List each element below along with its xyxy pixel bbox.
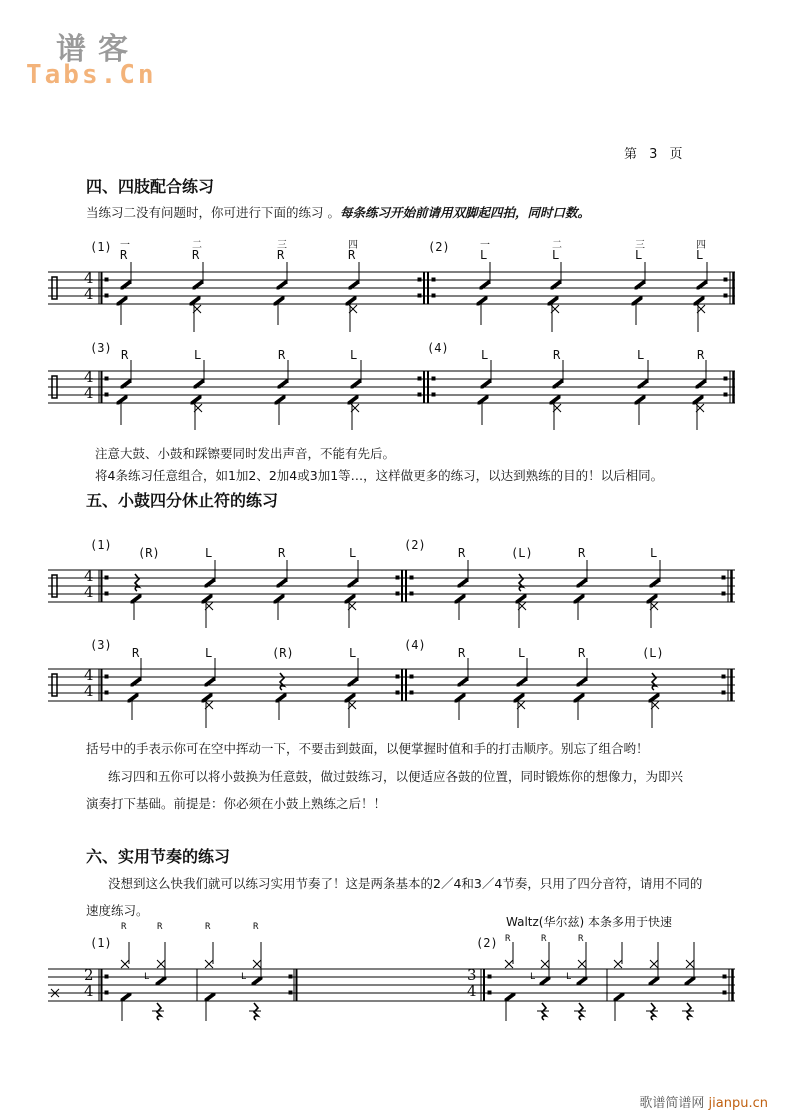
hand-label: R [578, 646, 586, 660]
section4-intro-plain: 当练习二没有问题时，你可进行下面的练习 。 [86, 205, 340, 220]
hand-label: R [541, 934, 547, 944]
hand-label: L [144, 972, 150, 982]
count-label: 三 [635, 240, 645, 251]
hand-label: R [348, 248, 356, 262]
hand-label: R [205, 922, 211, 932]
staff-6 [48, 942, 735, 1021]
exercise-label: (3) [90, 341, 112, 355]
staff-5a [48, 560, 735, 628]
watermark-cn: 歌谱简谱网 [639, 1096, 705, 1111]
section5-note1: 括号中的手表示你可在空中挥动一下，不要击到鼓面，以便掌握时值和手的打击顺序。别忘了组合哟！ [86, 741, 649, 756]
hand-label: R [121, 922, 127, 932]
hand-label: R [120, 248, 128, 262]
hand-label: L [481, 348, 489, 362]
hand-label: L [194, 348, 202, 362]
hand-label: R [277, 248, 285, 262]
hand-label: R [278, 546, 286, 560]
count-label: 一 [480, 240, 490, 251]
logo-en: Tabs.Cn [26, 60, 157, 90]
hand-label: R [458, 646, 466, 660]
count-label: 三 [277, 240, 287, 251]
hand-label: (L) [511, 546, 533, 560]
hand-label: L [480, 248, 488, 262]
count-label: 一 [120, 240, 130, 251]
count-label: 四 [696, 240, 706, 251]
time-signature: 4 4 [84, 666, 94, 700]
section6-title: 六、实用节奏的练习 [86, 847, 231, 866]
count-label: 二 [552, 240, 562, 251]
hand-label: R [121, 348, 129, 362]
section4-note1: 注意大鼓、小鼓和踩镲要同时发出声音，不能有先后。 [95, 446, 396, 461]
hand-label: L [637, 348, 645, 362]
hand-label: L [650, 546, 658, 560]
section6-intro-a: 没想到这么快我们就可以练习实用节奏了！这是两条基本的2／4和3／4节奏，只用了四分音符，请用不同的 [108, 876, 703, 891]
hand-label: R [578, 934, 584, 944]
hand-label: R [157, 922, 163, 932]
exercise-label: (1) [90, 538, 112, 552]
section5-title: 五、小鼓四分休止符的练习 [86, 491, 279, 510]
hand-label: R [458, 546, 466, 560]
hand-label: R [578, 546, 586, 560]
section4-title: 四、四肢配合练习 [86, 177, 215, 196]
hand-label: L [518, 646, 526, 660]
hand-label: R [192, 248, 200, 262]
hand-label: (L) [642, 646, 664, 660]
hand-label: R [132, 646, 140, 660]
staff-4a [48, 262, 735, 332]
hand-label: L [566, 972, 572, 982]
hand-label: L [349, 546, 357, 560]
exercise-label: (4) [427, 341, 449, 355]
waltz-note: Waltz(华尔兹) 本条多用于快速 [506, 915, 672, 929]
watermark [639, 1092, 768, 1111]
exercise-label: (2) [428, 240, 450, 254]
time-signature: 4 4 [84, 368, 94, 402]
exercise-label: (1) [90, 240, 112, 254]
page-number: 第 3 页 [624, 147, 683, 162]
count-label: 四 [348, 240, 358, 251]
staff-4b [48, 360, 735, 430]
exercise-label: (2) [476, 936, 498, 950]
time-signature: 4 4 [84, 567, 94, 601]
hand-label: R [253, 922, 259, 932]
hand-label: (R) [272, 646, 294, 660]
hand-label: L [530, 972, 536, 982]
exercise-label: (2) [404, 538, 426, 552]
hand-label: L [350, 348, 358, 362]
hand-label: R [553, 348, 561, 362]
exercise-label: (1) [90, 936, 112, 950]
exercise-label: (3) [90, 638, 112, 652]
hand-label: L [349, 646, 357, 660]
section4-note2: 将4条练习任意组合，如1加2、2加4或3加1等…，这样做更多的练习，以达到熟练的目的！以后相同。 [95, 468, 664, 483]
hand-label: L [696, 248, 704, 262]
hand-label: L [205, 546, 213, 560]
hand-label: L [635, 248, 643, 262]
hand-label: R [505, 934, 511, 944]
watermark-en: jianpu.cn [708, 1096, 768, 1111]
staff-5b [48, 658, 735, 728]
hand-label: L [205, 646, 213, 660]
hand-label: L [552, 248, 560, 262]
time-signature: 3 4 [467, 966, 477, 1000]
exercise-label: (4) [404, 638, 426, 652]
section4-intro-emphasis: 每条练习开始前请用双脚起四拍，同时口数。 [339, 205, 590, 220]
hand-label: R [278, 348, 286, 362]
section6-intro-b: 速度练习。 [86, 903, 149, 918]
count-label: 二 [192, 240, 202, 251]
section5-note2b: 演奏打下基础。前提是：你必须在小鼓上熟练之后！！ [86, 796, 387, 811]
hand-label: R [697, 348, 705, 362]
time-signature: 2 4 [84, 966, 94, 1000]
hand-label: (R) [138, 546, 160, 560]
logo-cn: 谱客 [56, 32, 140, 67]
section5-note2a: 练习四和五你可以将小鼓换为任意鼓，做过鼓练习，以便适应各鼓的位置，同时锻炼你的想像力，为即兴 [108, 769, 684, 784]
hand-label: L [241, 972, 247, 982]
time-signature: 4 4 [84, 269, 94, 303]
